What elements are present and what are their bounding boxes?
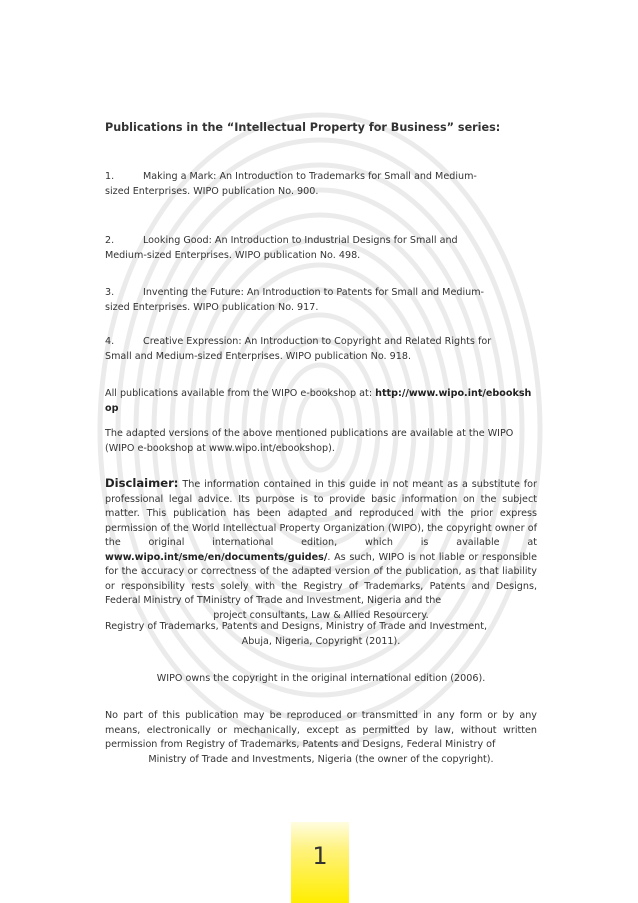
- publication-detail-line: sized Enterprises. WIPO publication No. 900.: [105, 185, 319, 197]
- registry-line: Registry of Trademarks, Patents and Designs, Ministry of Trade and Investment,: [105, 621, 488, 632]
- wipo-copyright-note: WIPO owns the copyright in the original international edition (2006).: [156, 673, 486, 684]
- publication-number: 1.: [105, 171, 115, 182]
- publication-title-line: Inventing the Future: An Introduction to Patents for Small and Medium-: [143, 287, 485, 298]
- publication-detail-line: Small and Medium-sized Enterprises. WIPO publication No. 918.: [105, 350, 412, 362]
- disclaimer-label: Disclaimer:: [105, 476, 179, 490]
- publication-title-line: Looking Good: An Introduction to Industrial Designs for Small and: [143, 235, 458, 246]
- publication-item: [105, 234, 537, 263]
- rights-text: No part of this publication may be reproduced or transmitted in any form or by any means, electronically or mechanically, except as permitted by law, without written permission from Registry of Trademarks, Patents and Designs, Federal Ministry of: [105, 710, 537, 750]
- disclaimer-text: The information contained in this guide in not meant as a substitute for professional legal advice. Its purpose is to provide basic information on the subject matter. This publication has been adapted and reproduced with the prior express permission of the World Intellectual Property Organization (WIPO), the copyright owner of the original international edition, which is available at: [105, 479, 537, 548]
- availability-text: All publications available from the WIPO e-bookshop at:: [105, 388, 376, 399]
- publication-number: 2.: [105, 235, 115, 246]
- series-heading: Publications in the “Intellectual Property for Business” series:: [105, 121, 501, 134]
- adapted-versions-note: The adapted versions of the above mentioned publications are available at the WIPO (WIPO e-bookshop at www.wipo.int/ebookshop).: [105, 428, 514, 454]
- page-number-tab: [291, 822, 349, 903]
- registry-copyright: [105, 620, 537, 649]
- publication-item: [105, 170, 537, 199]
- publication-title-line: Creative Expression: An Introduction to Copyright and Related Rights for: [143, 336, 492, 347]
- rights-last-line: Ministry of Trade and Investments, Nigeria (the owner of the copyright).: [148, 753, 494, 765]
- page-number: 1: [312, 842, 328, 870]
- publication-item: [105, 286, 537, 315]
- publication-number: 3.: [105, 287, 115, 298]
- registry-location-line: Abuja, Nigeria, Copyright (2011).: [241, 635, 401, 647]
- availability-note: [105, 387, 537, 416]
- publication-detail-line: sized Enterprises. WIPO publication No. 917.: [105, 301, 319, 313]
- publication-item: [105, 335, 537, 364]
- publication-number: 4.: [105, 336, 115, 347]
- disclaimer: [105, 476, 537, 623]
- publication-detail-line: Medium-sized Enterprises. WIPO publication No. 498.: [105, 249, 361, 261]
- guides-link[interactable]: www.wipo.int/sme/en/documents/guides/: [105, 551, 328, 563]
- rights-notice: [105, 709, 537, 767]
- disclaimer-last-line: project consultants, Law & Allied Resourcery.: [213, 609, 429, 621]
- ebookshop-link[interactable]: http://www.wipo.int/ebookshop: [105, 388, 532, 414]
- publication-title-line: Making a Mark: An Introduction to Trademarks for Small and Medium-: [143, 171, 477, 182]
- disclaimer-text-continued: . As such, WIPO is not liable or responsible for the accuracy or correctness of the adapted version of the publication, as that liability or responsibility rests solely with the Registry of Trademarks, Patents and Designs, Federal Ministry of TMinistry of Trade and Investment, Nigeria and the: [105, 551, 537, 606]
